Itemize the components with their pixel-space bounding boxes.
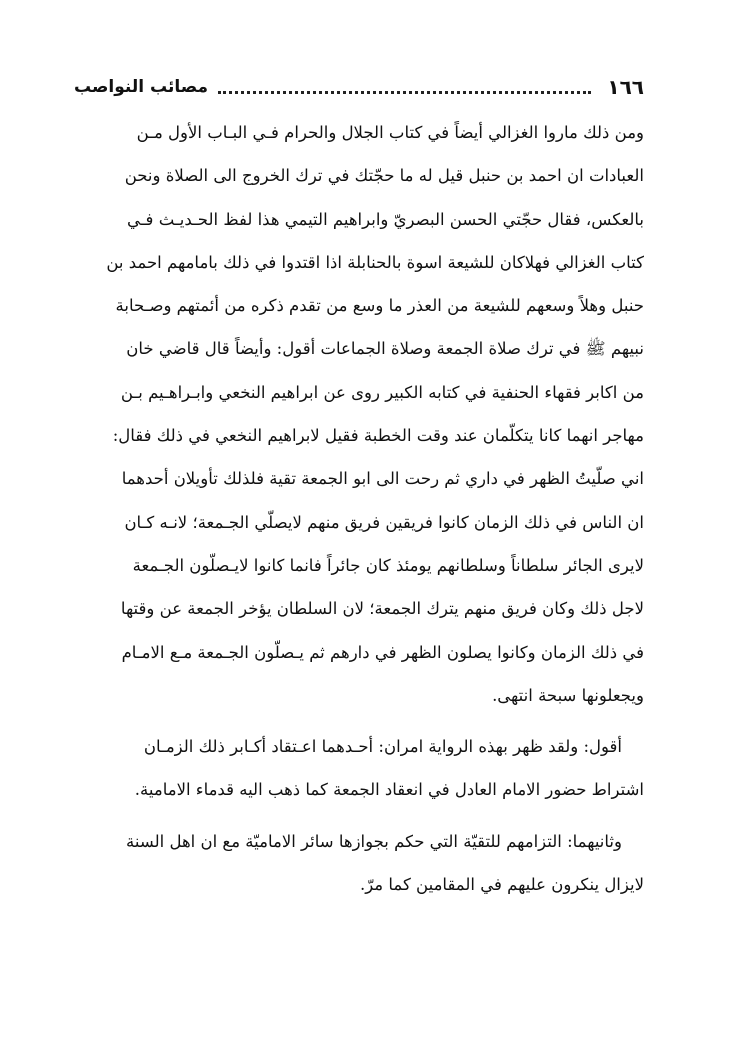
- text-line: اني صلّيتُ الظهر في داري ثم رحت الى ابو الجمعة تقية فلذلك تأويلان أحدهما: [121, 469, 644, 489]
- text-line: لايزال ينكرون عليهم في المقامين كما مرّ.: [359, 875, 644, 895]
- text-line: ويجعلونها سبحة انتهى.: [492, 685, 644, 705]
- text-line: حنبل وهلاً وسعهم للشيعة من العذر ما وسع من تقدم ذكره من أئمتهم وصـحابة: [115, 296, 644, 316]
- paragraph-3: [74, 820, 644, 907]
- header-dotted-leader: [218, 89, 591, 94]
- text-line: ان الناس في ذلك الزمان كانوا فريقين فريق منهم لايصلّي الجـمعة؛ لانـه كـان: [124, 512, 644, 532]
- text-line: بالعكس، فقال حجّتي الحسن البصريّ وابراهيم التيمي هذا لفظ الحـديـث فـي: [126, 209, 644, 229]
- page-body: [74, 111, 644, 906]
- page-header: [74, 72, 644, 102]
- text-line: مهاجر انهما كانا يتكلّمان عند وقت الخطبة فقيل لابراهيم النخعي في ذلك فقال:: [112, 426, 644, 446]
- text-line: لاجل ذلك وكان فريق منهم يترك الجمعة؛ لان السلطان يؤخر الجمعة عن وقتها: [120, 599, 644, 619]
- text-line: كتاب الغزالي فهلاكان للشيعة اسوة بالحنابلة اذا اقتدوا في ذلك بامامهم احمد بن: [106, 252, 644, 272]
- paragraph-1: [74, 111, 644, 717]
- text-line: أقول: ولقد ظهر بهذه الرواية امران: أحـدهما اعـتقاد أكـابر ذلك الزمـان: [143, 737, 622, 757]
- running-title: مصائب النواصب: [74, 77, 209, 97]
- text-line: اشتراط حضور الامام العادل في انعقاد الجمعة كما ذهب اليه قدماء الامامية.: [134, 780, 644, 800]
- text-line: العبادات ان احمد بن حنبل قيل له ما حجّتك في ترك الخروج الى الصلاة ونحن: [124, 166, 644, 186]
- text-line: في ذلك الزمان وكانوا يصلون الظهر في دارهم ثم يـصلّون الجـمعة مـع الامـام: [121, 642, 644, 662]
- text-line: لايرى الجائر سلطاناً وسلطانهم يومئذ كان جائراً فانما كانوا لايـصلّون الجـمعة: [132, 555, 644, 575]
- text-line: ومن ذلك ماروا الغزالي أيضاً في كتاب الجلال والحرام فـي البـاب الأول مـن: [136, 123, 644, 142]
- page-number: ١٦٦: [607, 75, 644, 99]
- text-line: نبيهم ﷺ في ترك صلاة الجمعة وصلاة الجماعات أقول: وأيضاً قال قاضي خان: [126, 339, 644, 359]
- text-line: من اكابر فقهاء الحنفية في كتابه الكبير روى عن ابراهيم النخعي وابـراهـيم بـن: [120, 382, 644, 402]
- text-line: وثانيهما: التزامهم للتقيّة التي حكم بجوازها سائر الاماميّة مع ان اهل السنة: [126, 831, 622, 851]
- paragraph-2: [74, 725, 644, 812]
